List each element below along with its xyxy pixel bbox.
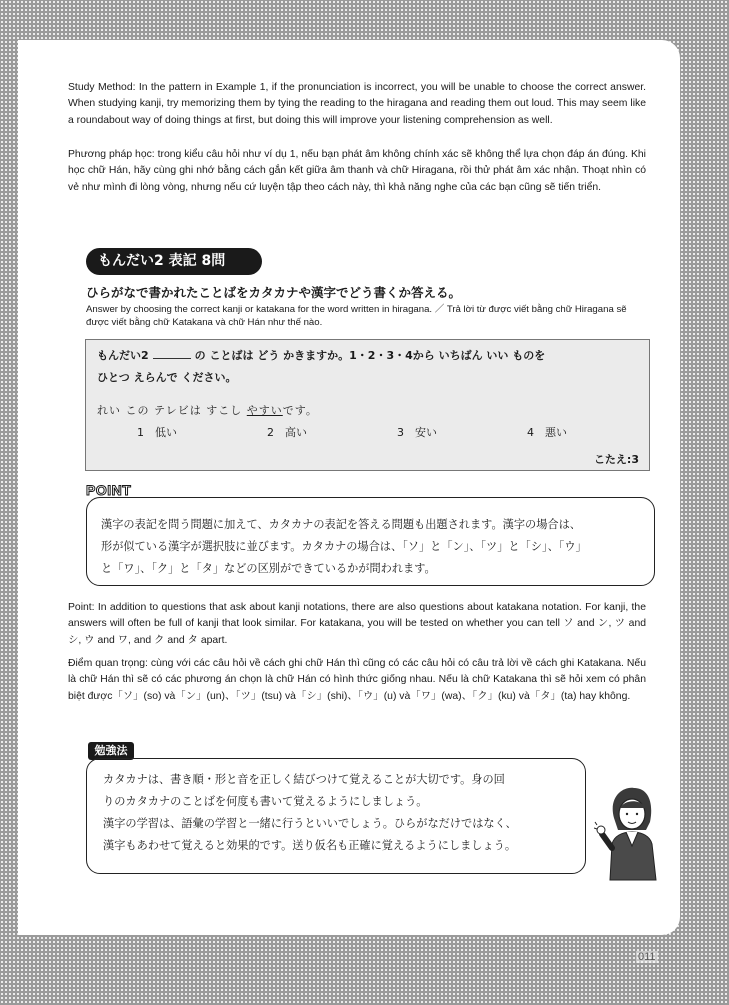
study-method-english: Study Method: In the pattern in Example 1, if the pronunciation is incorrect, you will be unable to choose the correct answer. When studying kanji, try memorizing them by tying the reading to the hiragana and reading them out loud. This may seem like a roundabout way of doing things at first, but doing this will improve your listening comprehension as well. (68, 82, 646, 126)
ruby-mon: もん (233, 239, 246, 246)
point-box (86, 497, 655, 586)
question-prefix: もんだい2 (97, 349, 149, 362)
instruction-english-vietnamese: Answer by choosing the correct kanji or katakana for the word written in hiragana. ／ Trả lời từ được viết bằng chữ Hiragana sẽ được viết bằng chữ Katakana và chữ Hán như thế nào. (86, 304, 627, 328)
answer-blank (153, 347, 191, 359)
example-answer: こたえ:3 (593, 453, 639, 466)
teacher-illustration (594, 782, 664, 882)
option-2: 2 高い (267, 426, 307, 439)
example-box (85, 339, 650, 471)
study-line-3: 漢字の学習は、語彙の学習と一緒に行うといいでしょう。ひらがなだけではなく、 (103, 817, 517, 830)
point-english: Point: In addition to questions that ask about kanji notations, there are also questions about katakana notation. For kanji, the answers will often be full of kanji that look similar. For katakana, you will be tested on whether you can tell ソ and ン, ツ and シ, ウ and ワ, and ク and タ apart. (68, 602, 646, 646)
study-method-vietnamese: Phương pháp học: trong kiểu câu hỏi như ví dụ 1, nếu bạn phát âm không chính xác sẽ không thể lựa chọn đáp án đúng. Khi học chữ Hán, hãy cùng ghi nhớ bằng cách gắn kết giữa âm thanh và chữ Hiragana, rồi thử phát âm xác nhận. Thoạt nhìn có vẻ như mình đi lòng vòng, nhưng nếu cứ luyện tập theo cách này, thì khả năng nghe của các bạn cũng sẽ tiến triển. (68, 149, 646, 193)
page-number: 011 (638, 951, 656, 963)
section-label-pill (86, 239, 262, 275)
example-question-line2: ひとつ えらんで ください。 (97, 371, 237, 384)
sentence-target-word: やすい (246, 404, 283, 417)
point-line-1: 漢字の表記を問う問題に加えて、カタカナの表記を答える問題も出題されます。漢字の場合は、 (101, 518, 581, 531)
study-line-2: りのカタカナのことばを何度も書いて覚えるようにしましょう。 (103, 795, 428, 808)
point-line-2: 形が似ている漢字が選択肢に並びます。カタカナの場合は、「ソ」と「ン」、「ツ」と「シ」、「ウ」 (101, 540, 587, 553)
instruction-japanese: ひらがなで書かれたことばをカタカナや漢字でどう書くか答える。 (86, 285, 462, 300)
question-text: の ことばは どう かきますか。1・2・3・4から いちばん いい ものを (194, 349, 546, 362)
point-logo: POINT (86, 482, 132, 498)
sentence-before: れい この テレビは すこし (97, 404, 247, 417)
sentence-after: です。 (282, 404, 318, 417)
study-line-4: 漢字もあわせて覚えると効果的です。送り仮名も正確に覚えるようにしましょう。 (103, 839, 517, 852)
study-method-box (86, 758, 586, 874)
option-3: 3 安い (397, 426, 437, 439)
option-1: 1 低い (137, 426, 177, 439)
ruby-hyouki: ひょうき (166, 239, 191, 246)
study-method-logo: 勉強法 (88, 742, 134, 760)
point-vietnamese: Điểm quan trọng: cùng với các câu hỏi về cách ghi chữ Hán thì cũng có các câu hỏi có câu trả lời về cách ghi Katakana. Nếu là chữ Hán thì sẽ có các phương án chọn là chữ Hán có hình thức giống nhau. Nếu là chữ Katakana thì sẽ hỏi xem có phân biệt được「ソ」(so) và「ン」(un)、「ツ」(tsu) và「シ」(shi)、「ウ」(u) và「ワ」(wa)、「ク」(ku) và「タ」(ta) hay không. (68, 658, 646, 702)
option-4: 4 悪い (527, 426, 567, 439)
example-question-line1 (97, 347, 545, 363)
study-line-1: カタカナは、書き順・形と音を正しく結びつけて覚えることが大切です。身の回 (103, 773, 505, 786)
section-label: もんだい2 表記 8問 (98, 253, 226, 269)
example-sentence (97, 402, 318, 418)
point-line-3: と「ワ」、「ク」と「タ」などの区別ができているかが問われます。 (101, 562, 436, 575)
